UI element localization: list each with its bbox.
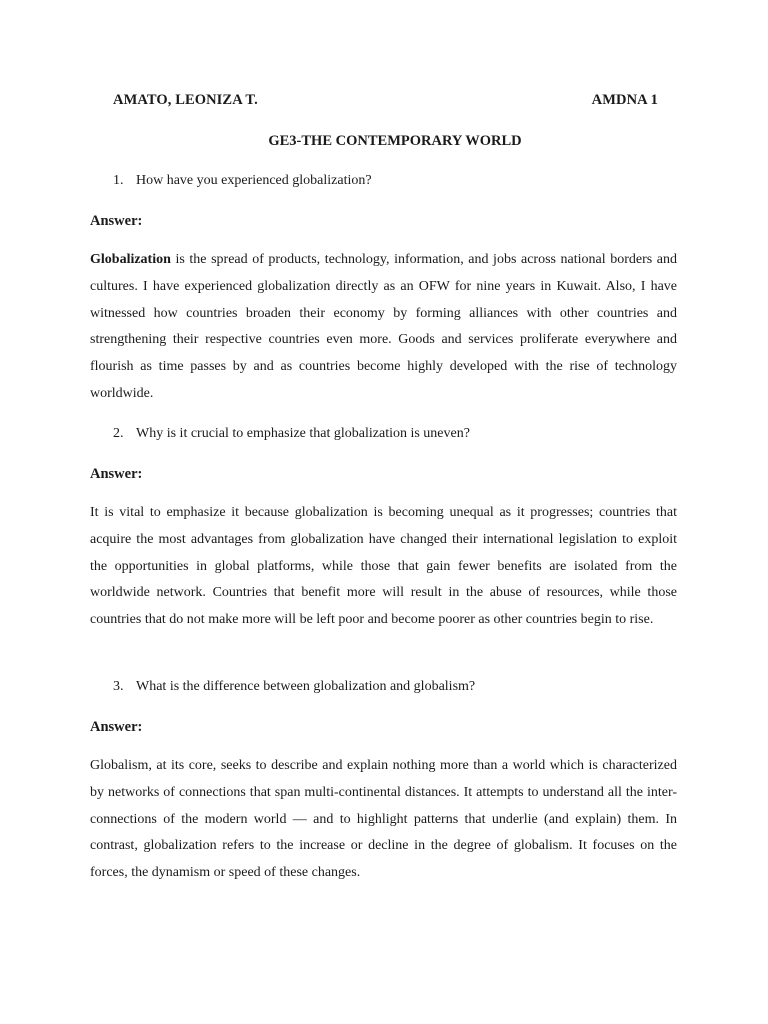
question-3 [113,679,475,695]
answer-paragraph-1 [90,247,677,408]
answer-body: It is vital to emphasize it because globalization is becoming unequal as it progresses; countries that acquire the most advantages from globalization have changed their international legislation to exploit the opportunities in global platforms, while those that gain fewer benefits are isolated from the worldwide network. Countries that benefit more will result in the abuse of resources, while those countries that do not make more will be left poor and become poorer as other countries begin to rise. [90,505,677,628]
student-name: AMATO, LEONIZA T. [113,92,258,108]
question-text: How have you experienced globalization? [136,173,372,188]
answer-term: Globalization [90,252,171,267]
question-number: 1. [113,173,124,188]
answer-label-2: Answer: [90,466,143,482]
answer-paragraph-2 [90,500,677,634]
answer-body: is the spread of products, technology, information, and jobs across national borders and cultures. I have experienced globalization directly as an OFW for nine years in Kuwait. Also, I have witnessed how countries broaden their economy by forming alliances with other countries and strengthening their respective countries even more. Goods and services proliferate everywhere and flourish as time passes by and as countries become highly developed with the rise of technology worldwide. [90,252,677,401]
answer-label-3: Answer: [90,719,143,735]
question-number: 3. [113,679,124,694]
document-title: GE3-THE CONTEMPORARY WORLD [268,133,522,149]
question-text: What is the difference between globalization and globalism? [136,679,476,694]
question-number: 2. [113,426,124,441]
answer-body: Globalism, at its core, seeks to describe and explain nothing more than a world which is characterized by networks of connections that span multi-continental distances. It attempts to understand all the inter-connections of the modern world — and to highlight patterns that underlie (and explain) them. In contrast, globalization refers to the increase or decline in the degree of globalism. It focuses on the forces, the dynamism or speed of these changes. [90,758,677,881]
answer-paragraph-3 [90,753,677,887]
answer-label-1: Answer: [90,213,143,229]
question-2 [113,426,470,442]
document-header [113,92,658,112]
question-text: Why is it crucial to emphasize that globalization is uneven? [136,426,470,441]
question-1 [113,173,372,189]
student-section: AMDNA 1 [591,92,658,108]
